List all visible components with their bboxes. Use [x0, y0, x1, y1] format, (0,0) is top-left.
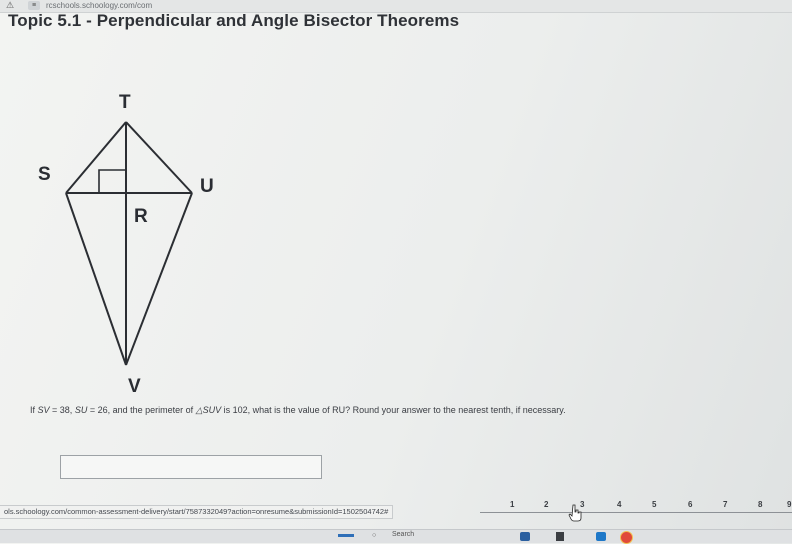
edge-browser-icon[interactable]	[596, 532, 606, 541]
schoology-site-icon: ≡	[28, 1, 40, 10]
question-part: = 26, and the perimeter of	[87, 405, 196, 415]
label-V: V	[128, 376, 141, 397]
question-part: is 102, what is the value of RU? Round your answer to the nearest tenth, if necessary.	[221, 405, 566, 415]
segment-su-ref: SU	[74, 405, 88, 415]
label-U: U	[200, 176, 214, 197]
kite-diagram	[30, 80, 230, 400]
status-url-bar: ols.schoology.com/common-assessment-delivery/start/7587332049?action=onresume&submissionId=1502504742#	[0, 505, 393, 519]
question-pagination	[480, 500, 792, 514]
question-part: If	[30, 405, 38, 415]
page-link-1[interactable]: 1	[510, 500, 515, 509]
files-app-icon[interactable]	[520, 532, 530, 541]
question-part: = 38,	[49, 405, 75, 415]
lock-icon: ⚠	[6, 0, 15, 10]
page-link-2[interactable]: 2	[544, 500, 549, 509]
segment-sv-ref: SV	[37, 405, 50, 415]
answer-input[interactable]	[60, 455, 322, 479]
page-link-8[interactable]: 8	[758, 500, 763, 509]
page-title: Topic 5.1 - Perpendicular and Angle Bisector Theorems	[8, 11, 460, 30]
label-S: S	[38, 164, 51, 185]
taskview-icon[interactable]	[556, 532, 564, 541]
page-link-9[interactable]: 9	[787, 500, 792, 509]
os-taskbar	[0, 529, 792, 543]
taskbar-search[interactable]: Search	[392, 531, 415, 538]
page-link-3[interactable]: 3	[580, 500, 585, 509]
pagination-divider	[480, 512, 792, 513]
segment-SV	[66, 193, 126, 365]
chrome-browser-icon[interactable]	[620, 531, 633, 544]
segment-TS	[66, 122, 126, 193]
address-url[interactable]: rcschools.schoology.com/com	[46, 1, 153, 10]
search-icon: ○	[372, 532, 377, 539]
label-T: T	[119, 92, 131, 113]
label-R: R	[134, 206, 148, 227]
hand-cursor-icon	[568, 504, 582, 522]
segment-TU	[126, 122, 192, 193]
page-link-4[interactable]: 4	[617, 500, 622, 509]
taskbar-indicator-icon	[338, 534, 354, 537]
triangle-ref: △SUV	[195, 405, 222, 415]
page-link-5[interactable]: 5	[652, 500, 657, 509]
page-link-6[interactable]: 6	[688, 500, 693, 509]
question-text	[30, 405, 566, 416]
page-link-7[interactable]: 7	[723, 500, 728, 509]
right-angle-marker	[99, 170, 126, 193]
